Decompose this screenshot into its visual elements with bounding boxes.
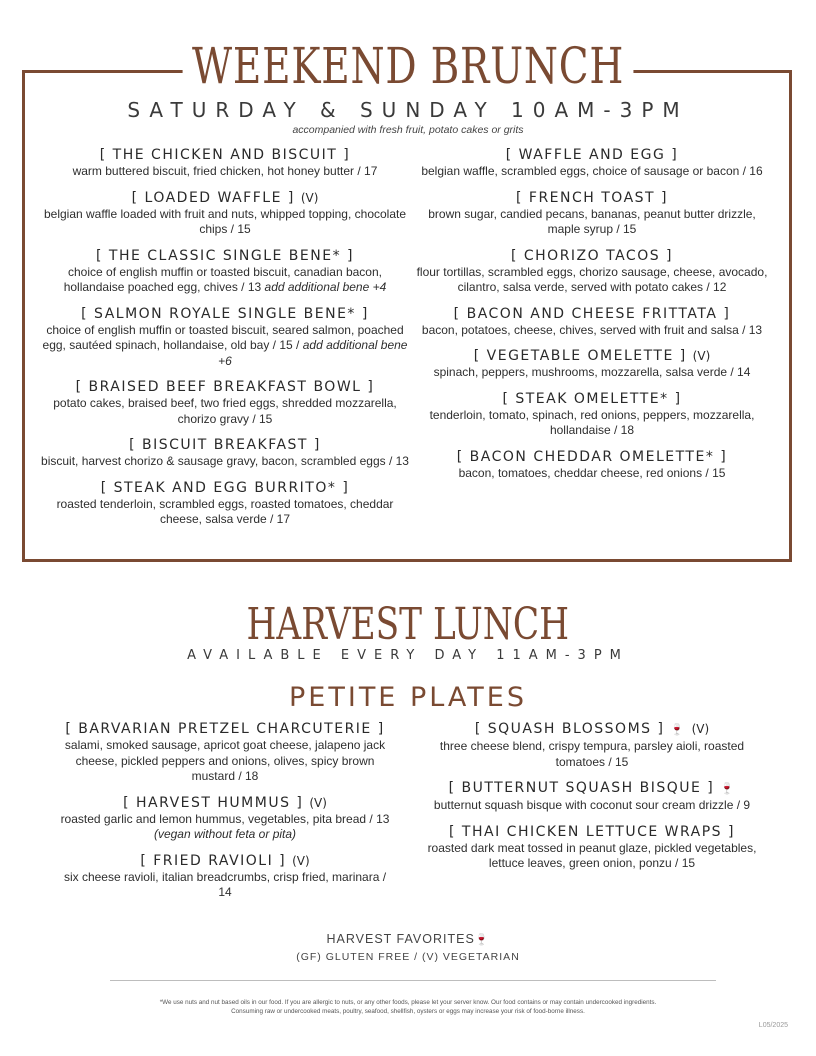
menu-item-description [36, 497, 414, 528]
menu-item-title: [ VEGETABLE OMELETTE ] [473, 348, 687, 364]
menu-item-description-text: bacon, tomatoes, cheddar cheese, red onions / 15 [458, 465, 726, 480]
lunch-hours: AVAILABLE EVERY DAY 11AM-3PM [187, 648, 629, 663]
menu-item [60, 794, 390, 843]
menu-item-description [414, 798, 770, 814]
menu-item-title: [ BACON CHEDDAR OMELETTE* ] [456, 448, 728, 465]
menu-item-name [414, 146, 770, 164]
brunch-title: WEEKEND BRUNCH [183, 36, 634, 96]
menu-item-description [414, 408, 770, 439]
menu-item-name [60, 852, 390, 870]
menu-item-title: [ THE CLASSIC SINGLE BENE* ] [95, 247, 354, 264]
menu-item-title: [ BARVARIAN PRETZEL CHARCUTERIE ] [65, 721, 385, 737]
menu-item [414, 247, 770, 296]
menu-item [36, 146, 414, 180]
menu-item [414, 779, 770, 814]
menu-item-description-text: biscuit, harvest chorizo & sausage gravy, bacon, scrambled eggs / 13 [41, 454, 409, 468]
menu-item [36, 378, 414, 427]
menu-item-title: [ BACON AND CHEESE FRITTATA ] [453, 305, 731, 322]
menu-item-description-text: roasted dark meat tossed in peanut glaze, pickled vegetables, lettuce leaves, green onion, ponzu / 15 [427, 840, 757, 870]
menu-item-description [414, 207, 770, 238]
lunch-title-wrap [0, 600, 816, 650]
menu-item-description [414, 841, 770, 872]
menu-item-name [414, 720, 770, 739]
menu-item-description-text: bacon, potatoes, cheese, chives, served with fruit and salsa / 13 [421, 322, 763, 337]
menu-item-description [36, 454, 414, 470]
dietary-tag: (V) [300, 190, 319, 205]
menu-item-description-text: potato cakes, braised beef, two fried eggs, shredded mozzarella, chorizo gravy / 15 [53, 396, 397, 426]
menu-item-description [414, 466, 770, 482]
menu-item [414, 720, 770, 770]
menu-item [60, 720, 390, 785]
menu-item [414, 305, 770, 339]
menu-item-description [414, 164, 770, 180]
menu-item-name [60, 794, 390, 812]
menu-item-title: [ WAFFLE AND EGG ] [505, 147, 679, 163]
dietary-tag: (V) [691, 722, 710, 736]
menu-item-description [60, 812, 390, 843]
menu-item [60, 852, 390, 901]
menu-item-title: [ FRIED RAVIOLI ] [140, 852, 287, 869]
menu-item [36, 479, 414, 528]
menu-item-description-text: roasted garlic and lemon hummus, vegetables, pita bread / 13 [60, 811, 390, 826]
legend-diet: (GF) GLUTEN FREE / (V) VEGETARIAN [296, 951, 520, 963]
menu-item-name [36, 479, 414, 497]
lunch-title: HARVEST LUNCH [246, 599, 570, 650]
menu-item-name [414, 390, 770, 408]
menu-item-title: [ LOADED WAFFLE ] [131, 189, 295, 206]
menu-item-description-text: butternut squash bisque with coconut sour cream drizzle / 9 [433, 798, 751, 812]
brunch-hours: SATURDAY & SUNDAY 10AM-3PM [127, 98, 689, 122]
menu-item-name [414, 779, 770, 798]
menu-item [36, 305, 414, 370]
menu-item-description [414, 365, 770, 381]
menu-item-description-text: flour tortillas, scrambled eggs, chorizo sausage, cheese, avocado, cilantro, salsa verde, served with potato cakes / 12 [416, 264, 768, 294]
menu-item-description [60, 738, 390, 785]
menu-item-title: [ BRAISED BEEF BREAKFAST BOWL ] [75, 379, 375, 395]
menu-item-description-text: brown sugar, candied pecans, bananas, peanut butter drizzle, maple syrup / 15 [428, 206, 756, 236]
menu-code: L05/2025 [758, 1022, 788, 1029]
menu-item-description-text: six cheese ravioli, italian breadcrumbs, crisp fried, marinara / 14 [63, 869, 387, 899]
menu-item-description-text: belgian waffle, scrambled eggs, choice of sausage or bacon / 16 [421, 164, 763, 178]
menu-item-title: [ SQUASH BLOSSOMS ] [474, 721, 665, 737]
menu-item-name [60, 720, 390, 738]
menu-item-description-text: three cheese blend, crispy tempura, parsley aioli, roasted tomatoes / 15 [439, 739, 745, 769]
menu-item-title: [ CHORIZO TACOS ] [510, 247, 674, 264]
legend-favorites [0, 932, 816, 946]
menu-item-name [414, 305, 770, 323]
menu-item-name [36, 247, 414, 265]
menu-item-description [36, 265, 414, 296]
menu-item [414, 448, 770, 482]
legend-favorites-label: HARVEST FAVORITES [326, 932, 475, 946]
menu-item-description [60, 870, 390, 901]
menu-item-name [36, 189, 414, 207]
menu-item-title: [ THAI CHICKEN LETTUCE WRAPS ] [449, 823, 735, 840]
menu-item-description-text: choice of english muffin or toasted biscuit, canadian bacon, hollandaise poached egg, chives / 13 [63, 264, 382, 294]
menu-item-name [414, 347, 770, 365]
menu-item-title: [ THE CHICKEN AND BISCUIT ] [99, 147, 351, 163]
menu-item-name [414, 247, 770, 265]
petite-plates-heading: PETITE PLATES [289, 682, 527, 713]
menu-item-note: add additional bene +6 [218, 338, 408, 368]
brunch-note: accompanied with fresh fruit, potato cakes or grits [292, 124, 524, 136]
menu-item-description [36, 207, 414, 238]
menu-item-name [414, 823, 770, 841]
brunch-title-wrap [0, 36, 816, 96]
wine-glass-icon: 🍷 [670, 723, 686, 736]
menu-item-title: [ SALMON ROYALE SINGLE BENE* ] [81, 305, 369, 322]
brunch-left-column [36, 146, 414, 537]
menu-item-description [36, 396, 414, 427]
menu-item [414, 347, 770, 381]
menu-item-name [36, 146, 414, 164]
menu-item [414, 189, 770, 238]
allergy-disclaimer: *We use nuts and nut based oils in our food. If you are allergic to nuts, or any other foods, please let your server know. Our food contains or may contain undercooked ingredients. Consuming raw or undercooked meats, poultry, seafood, shellfish, oysters or eggs may increase your risk of food-borne illness. [159, 999, 657, 1015]
menu-item [414, 390, 770, 439]
menu-item-description-text: salami, smoked sausage, apricot goat cheese, jalapeno jack cheese, pickled peppers and onions, olives, spicy brown mustard / 18 [64, 738, 386, 783]
dietary-tag: (V) [692, 349, 711, 363]
menu-item-description-text: warm buttered biscuit, fried chicken, hot honey butter / 17 [72, 164, 378, 178]
menu-item-title: [ STEAK OMELETTE* ] [502, 390, 682, 407]
wine-glass-icon: 🍷 [474, 934, 490, 946]
menu-item [36, 189, 414, 238]
menu-item-description [36, 323, 414, 370]
dietary-tag: (V) [309, 795, 327, 810]
lunch-right-column [414, 720, 770, 881]
menu-item-title: [ STEAK AND EGG BURRITO* ] [100, 479, 350, 496]
menu-item [414, 823, 770, 872]
menu-item-name [36, 436, 414, 454]
menu-item-description-text: roasted tenderloin, scrambled eggs, roasted tomatoes, cheddar cheese, salsa verde / 17 [56, 496, 394, 526]
menu-item-name [36, 305, 414, 323]
menu-item-title: [ BUTTERNUT SQUASH BISQUE ] [448, 780, 715, 796]
menu-item-description-text: belgian waffle loaded with fruit and nuts, whipped topping, chocolate chips / 15 [43, 206, 407, 236]
menu-item-description [414, 739, 770, 770]
menu-item-description [414, 323, 770, 339]
menu-item-note: (vegan without feta or pita) [153, 827, 297, 841]
menu-item-name [36, 378, 414, 396]
menu-item-title: [ FRENCH TOAST ] [515, 189, 669, 206]
wine-glass-icon: 🍷 [720, 782, 736, 795]
menu-item [414, 146, 770, 180]
menu-item-title: [ HARVEST HUMMUS ] [123, 794, 304, 811]
menu-item-note: add additional bene +4 [264, 280, 387, 294]
dietary-tag: (V) [292, 853, 310, 868]
menu-item-name [414, 189, 770, 207]
menu-item-name [414, 448, 770, 466]
menu-item-description [414, 265, 770, 296]
divider [110, 980, 716, 981]
lunch-left-column [60, 720, 390, 910]
menu-item-description-text: spinach, peppers, mushrooms, mozzarella, salsa verde / 14 [433, 365, 751, 379]
menu-item-description-text: choice of english muffin or toasted biscuit, seared salmon, poached egg, sautéed spinach, hollandaise, old bay / 15 / [42, 322, 404, 352]
menu-item [36, 247, 414, 296]
menu-item-description-text: tenderloin, tomato, spinach, red onions, peppers, mozzarella, hollandaise / 18 [429, 407, 755, 437]
menu-item-description [36, 164, 414, 180]
menu-item [36, 436, 414, 470]
menu-item-title: [ BISCUIT BREAKFAST ] [129, 437, 321, 453]
brunch-right-column [414, 146, 770, 490]
